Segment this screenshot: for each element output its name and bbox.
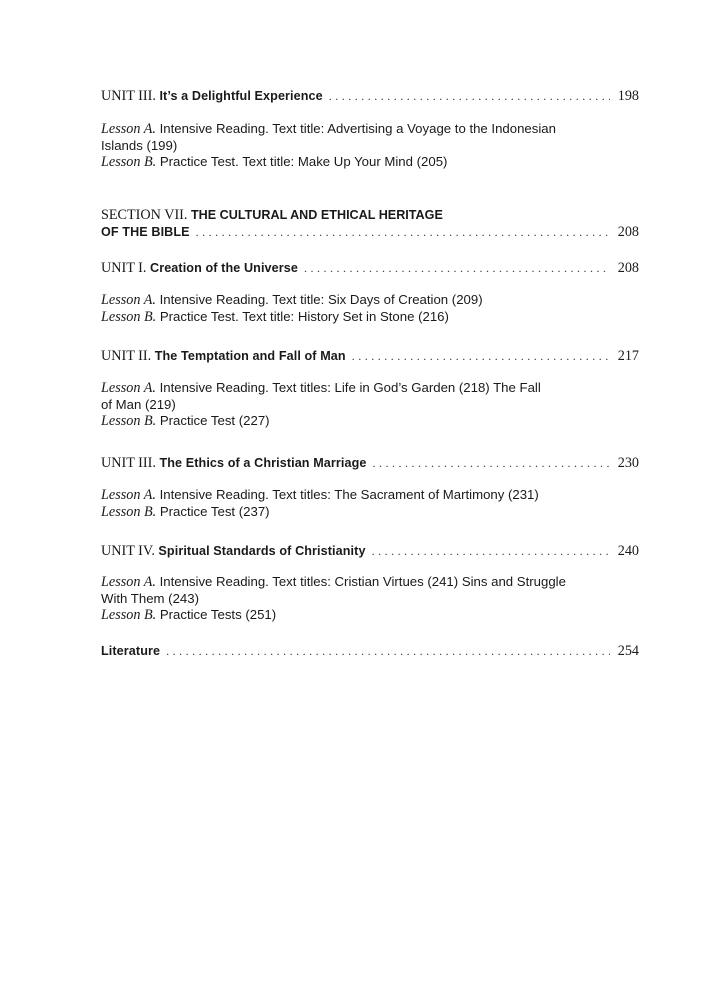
lesson-b-name: Lesson B. (101, 154, 157, 170)
entry-title: The Ethics of a Christian Marriage (159, 456, 367, 470)
lesson-a-name: Lesson A. (101, 121, 156, 137)
entry-label: UNIT IV. Spiritual Standards of Christianity (101, 543, 366, 559)
entry-title: Spiritual Standards of Christianity (158, 544, 366, 558)
dot-leader (329, 88, 610, 105)
lesson-b-name: Lesson B. (101, 607, 157, 623)
section-title-line1: SECTION VII. THE CULTURAL AND ETHICAL HERITAGE (101, 207, 443, 223)
page-number: 254 (617, 643, 639, 659)
dot-leader (166, 643, 610, 660)
toc-entry-literature[interactable] (101, 643, 639, 660)
page-number: 217 (617, 348, 639, 364)
lesson-list-unit1 (101, 292, 601, 325)
entry-label: UNIT III. The Ethics of a Christian Marriage (101, 455, 367, 471)
lesson-a-name: Lesson A. (101, 380, 156, 396)
dot-leader (373, 455, 610, 472)
lesson-list-unit4 (101, 574, 601, 624)
lesson-b: Lesson B. Practice Test (227) (101, 413, 270, 429)
lesson-list-unit3-delight (101, 121, 601, 171)
dot-leader (304, 260, 610, 277)
entry-title: Creation of the Universe (150, 261, 298, 275)
lesson-a-name: Lesson A. (101, 487, 156, 503)
page-number: 208 (617, 224, 639, 240)
entry-label: UNIT I. Creation of the Universe (101, 260, 298, 276)
lesson-a-continued: of Man (219) (101, 396, 176, 412)
entry-title: The Temptation and Fall of Man (154, 349, 346, 363)
entry-label (101, 643, 160, 660)
lesson-a-name: Lesson A. (101, 292, 156, 308)
lesson-a-continued: Islands (199) (101, 137, 178, 153)
lesson-b: Lesson B. Practice Test. Text title: Make Up Your Mind (205) (101, 154, 448, 170)
page-number: 208 (617, 260, 639, 276)
toc-entry-unit1[interactable] (101, 260, 639, 277)
dot-leader (352, 348, 610, 365)
lesson-a-continued: With Them (243) (101, 590, 199, 606)
lesson-b: Lesson B. Practice Test (237) (101, 503, 270, 520)
page-number: 230 (617, 455, 639, 471)
toc-entry-unit3-delight[interactable] (101, 88, 639, 105)
entry-label (101, 224, 190, 241)
lesson-a: Lesson A. Intensive Reading. Text titles: The Sacrament of Martimony (231) (101, 487, 539, 503)
toc-entry-unit2[interactable] (101, 348, 639, 365)
entry-title: OF THE BIBLE (101, 225, 190, 239)
lesson-a: Lesson A. Intensive Reading. Text title: Six Days of Creation (209) (101, 292, 483, 308)
lesson-b-name: Lesson B. (101, 413, 157, 429)
lesson-b: Lesson B. Practice Test. Text title: History Set in Stone (216) (101, 308, 449, 325)
entry-label: UNIT III. It’s a Delightful Experience (101, 88, 323, 104)
lesson-b: Lesson B. Practice Tests (251) (101, 607, 277, 623)
toc-entry-unit3-marriage[interactable] (101, 455, 639, 472)
entry-label: UNIT II. The Temptation and Fall of Man (101, 348, 346, 364)
page-number: 240 (617, 543, 639, 559)
toc-entry-section7[interactable] (101, 207, 639, 224)
entry-title: It’s a Delightful Experience (159, 89, 323, 103)
lesson-a-name: Lesson A. (101, 574, 156, 590)
dot-leader (196, 224, 610, 241)
lesson-b-name: Lesson B. (101, 308, 157, 325)
lesson-a: Lesson A. Intensive Reading. Text titles: Cristian Virtues (241) Sins and Struggle (101, 574, 566, 590)
lesson-list-unit2 (101, 380, 601, 430)
lesson-list-unit3-marriage (101, 487, 601, 520)
entry-title: Literature (101, 644, 161, 658)
lesson-a: Lesson A. Intensive Reading. Text titles: Life in God’s Garden (218) The Fall (101, 380, 541, 396)
toc-entry-section7-line2[interactable] (101, 224, 639, 241)
toc-entry-unit4[interactable] (101, 543, 639, 560)
dot-leader (372, 543, 610, 560)
lesson-a: Lesson A. Intensive Reading. Text title: Advertising a Voyage to the Indonesian (101, 121, 556, 137)
page-number: 198 (617, 88, 639, 104)
lesson-b-name: Lesson B. (101, 503, 157, 520)
